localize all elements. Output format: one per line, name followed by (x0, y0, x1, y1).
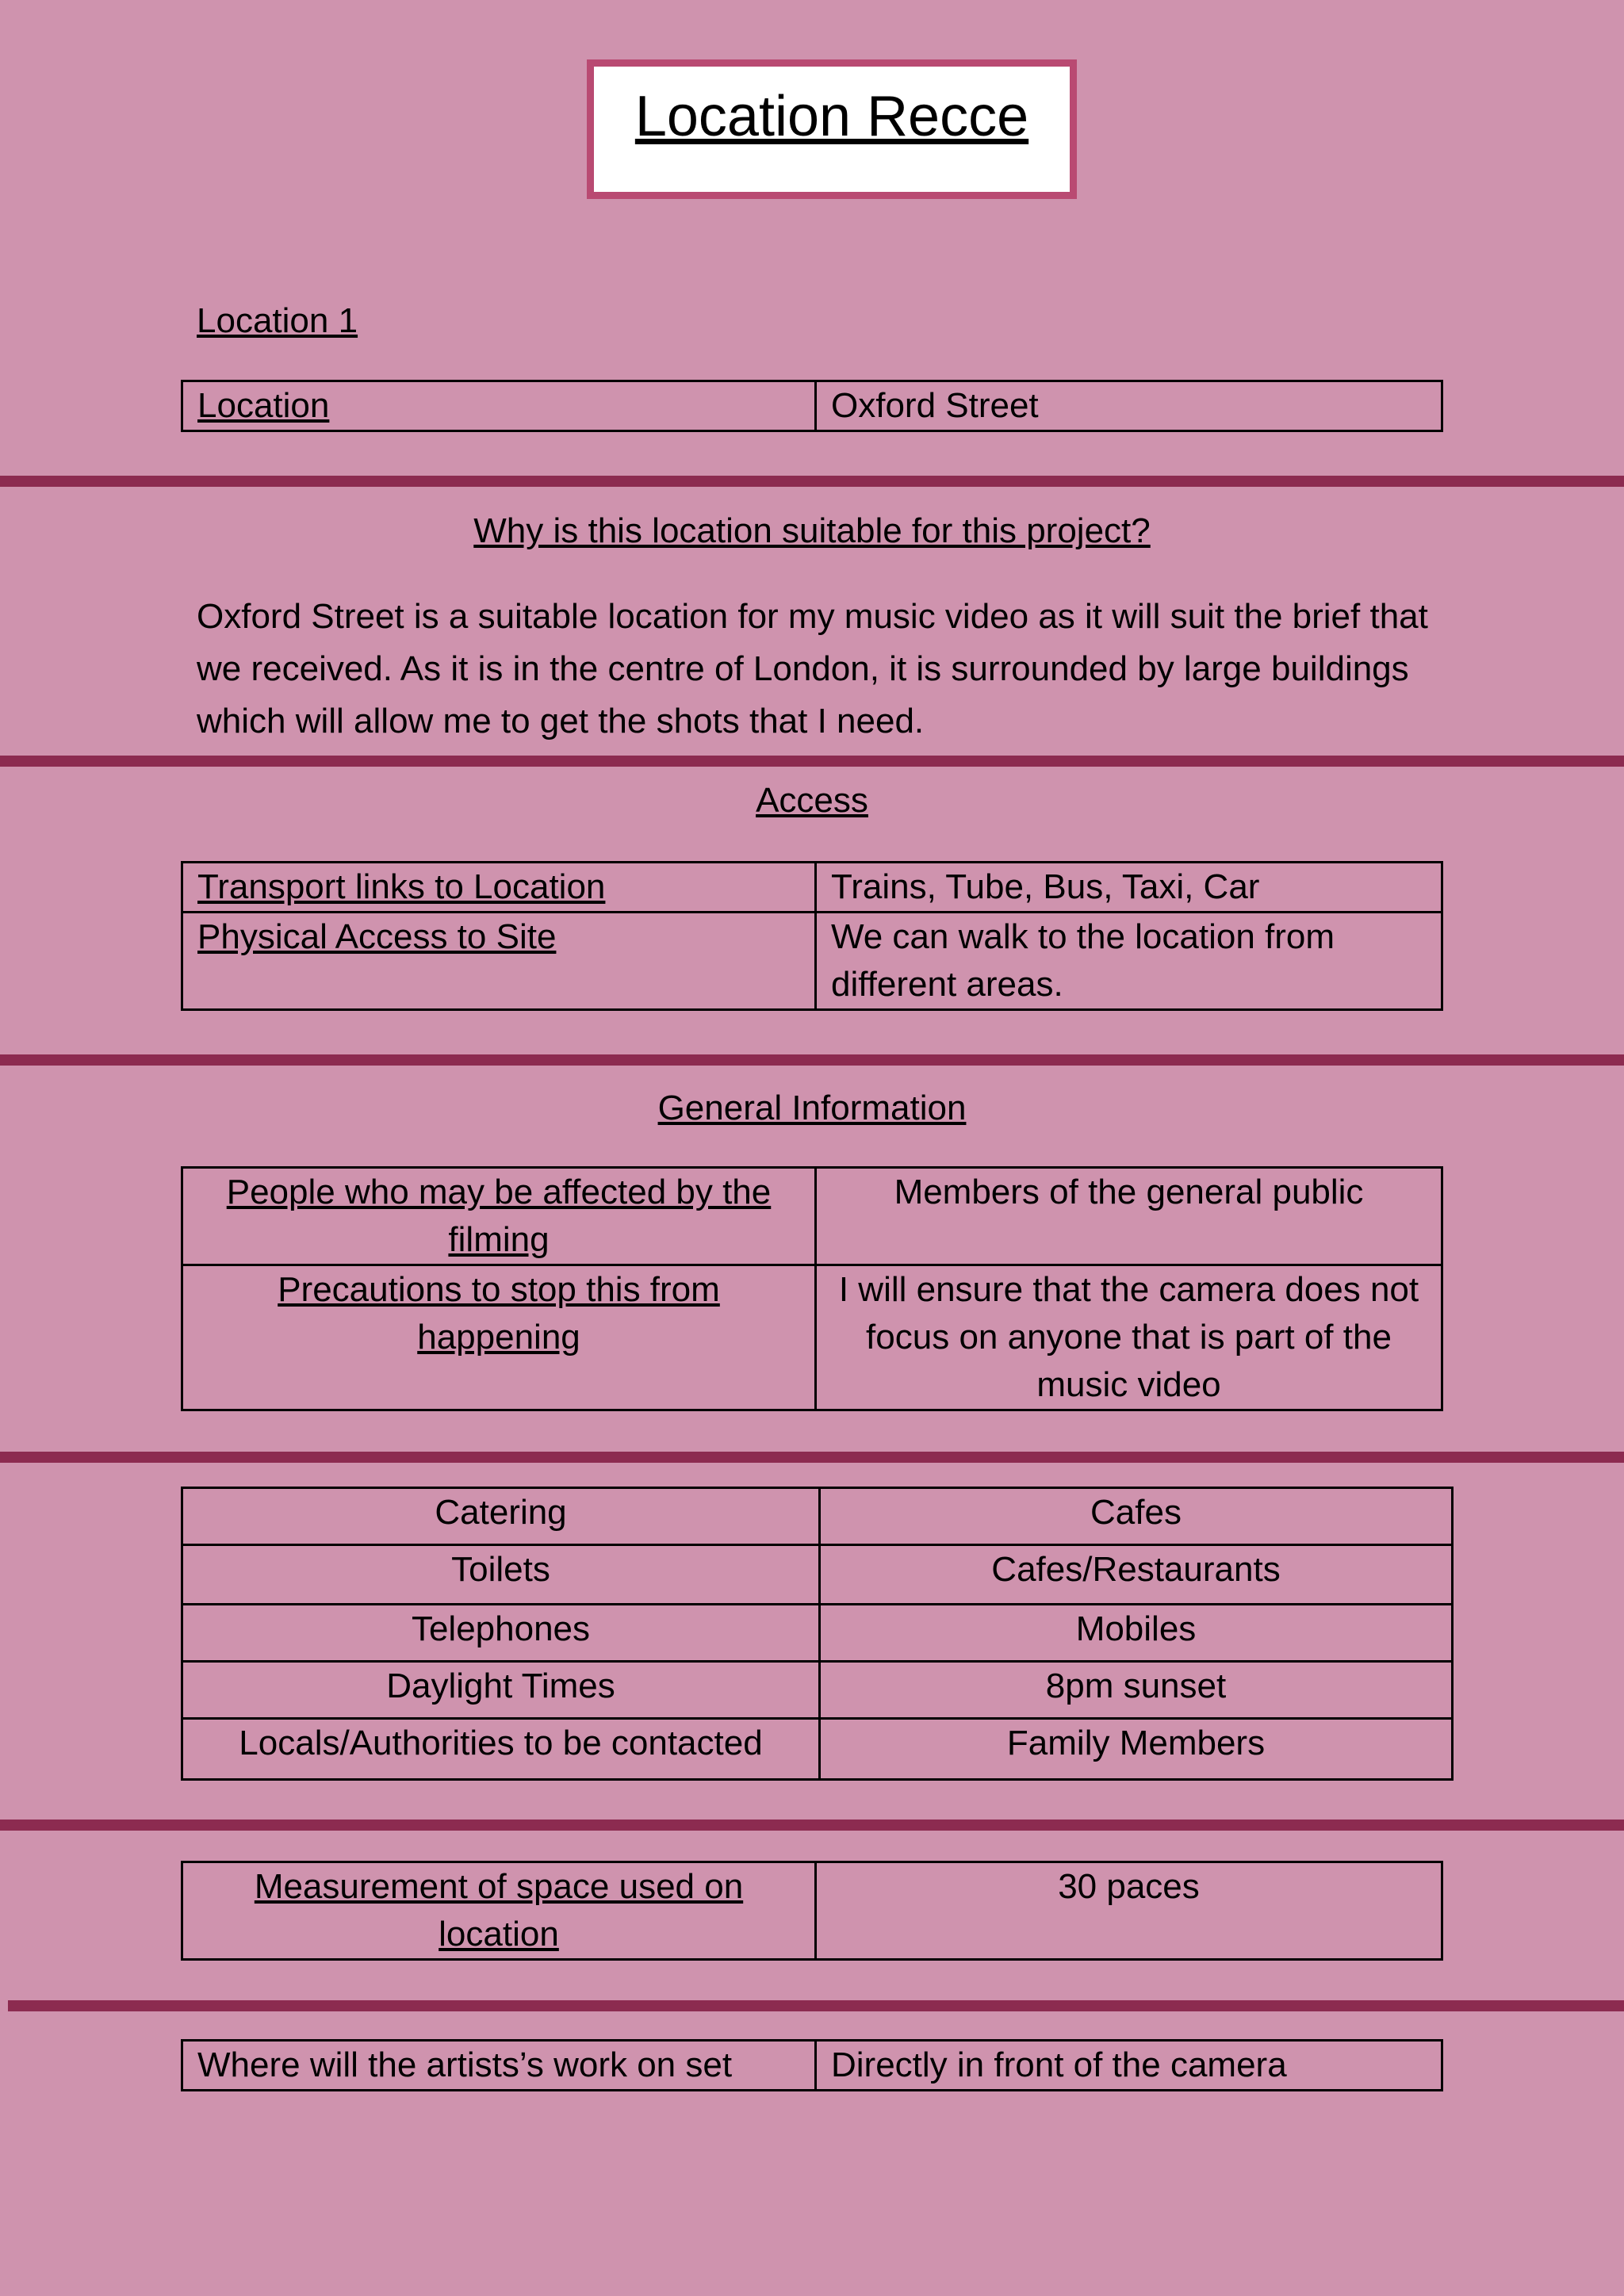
access-label-0: Transport links to Location (182, 863, 816, 913)
page-title: Location Recce (634, 85, 1029, 148)
divider (8, 2000, 1624, 2011)
facility-value-4: Family Members (820, 1719, 1453, 1780)
table-row (182, 1605, 1453, 1662)
location-heading: Location 1 (197, 301, 358, 340)
general-value-1: I will ensure that the camera does not focus on anyone that is part of the music video (816, 1265, 1442, 1410)
table-row (182, 1862, 1442, 1960)
location-table (181, 380, 1443, 432)
facility-value-3: 8pm sunset (820, 1662, 1453, 1719)
general-label-1: Precautions to stop this from happening (182, 1265, 816, 1410)
title-box (587, 59, 1077, 199)
facility-value-1: Cafes/Restaurants (820, 1545, 1453, 1605)
table-row (182, 2041, 1442, 2091)
why-text: Oxford Street is a suitable location for my music video as it will suit the brief that we received. As it is in the centre of London, it is surrounded by large buildings which will allow me to get the shots that I need. (197, 597, 1428, 740)
divider (0, 476, 1624, 487)
table-row (182, 1545, 1453, 1605)
general-table (181, 1166, 1443, 1411)
facilities-table (181, 1487, 1454, 1781)
access-value-1: We can walk to the location from different areas. (816, 913, 1442, 1010)
table-row (182, 1719, 1453, 1780)
artists-label: Where will the artists’s work on set (182, 2041, 816, 2091)
facility-value-0: Cafes (820, 1488, 1453, 1545)
table-row (182, 863, 1442, 913)
location-label: Location (182, 381, 816, 431)
general-heading: General Information (657, 1089, 967, 1127)
measurement-table (181, 1861, 1443, 1961)
access-label-1: Physical Access to Site (182, 913, 816, 1010)
table-row (182, 913, 1442, 1010)
access-table (181, 861, 1443, 1011)
why-heading: Why is this location suitable for this project? (473, 511, 1151, 550)
measurement-label: Measurement of space used on location (182, 1862, 816, 1960)
access-heading: Access (756, 781, 868, 820)
facility-label-0: Catering (182, 1488, 820, 1545)
general-value-0: Members of the general public (816, 1168, 1442, 1265)
facility-label-1: Toilets (182, 1545, 820, 1605)
table-row (182, 381, 1442, 431)
facility-label-3: Daylight Times (182, 1662, 820, 1719)
facility-label-2: Telephones (182, 1605, 820, 1662)
access-value-0: Trains, Tube, Bus, Taxi, Car (816, 863, 1442, 913)
divider (0, 1054, 1624, 1066)
table-row (182, 1168, 1442, 1265)
divider (0, 1452, 1624, 1463)
general-label-0: People who may be affected by the filming (182, 1168, 816, 1265)
facility-label-4: Locals/Authorities to be contacted (182, 1719, 820, 1780)
artists-value: Directly in front of the camera (816, 2041, 1442, 2091)
divider (0, 756, 1624, 767)
table-row (182, 1488, 1453, 1545)
location-value: Oxford Street (816, 381, 1442, 431)
measurement-value: 30 paces (816, 1862, 1442, 1960)
divider (0, 1820, 1624, 1831)
table-row (182, 1265, 1442, 1410)
artists-table (181, 2039, 1443, 2091)
table-row (182, 1662, 1453, 1719)
facility-value-2: Mobiles (820, 1605, 1453, 1662)
